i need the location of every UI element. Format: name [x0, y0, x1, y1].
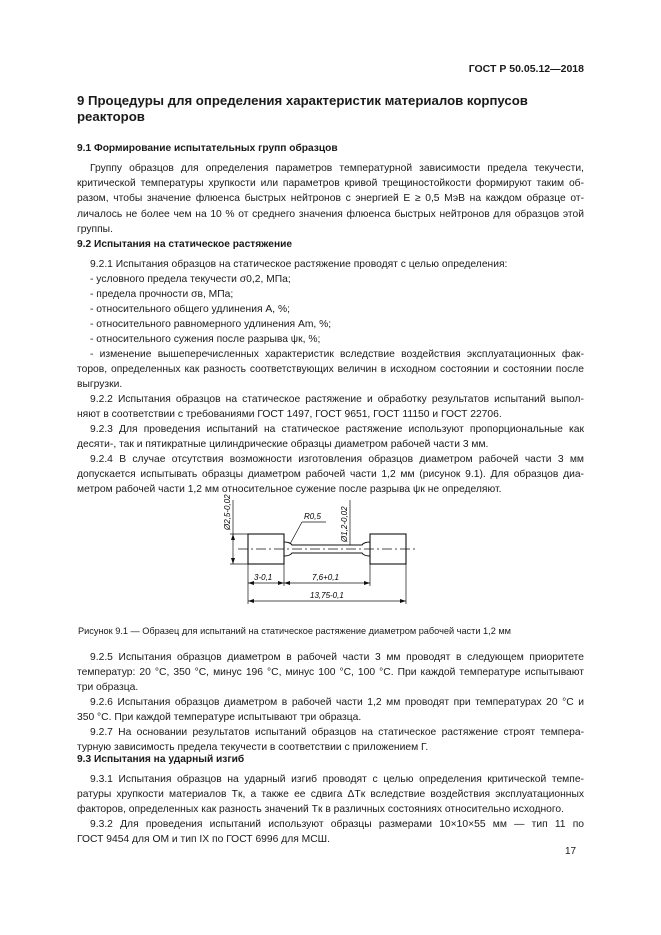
text-line: факторов, определенных как разность значений Tк в различных состояниях относительно исходного. — [77, 804, 565, 815]
text-line: 9.2.4 В случае отсутствия возможности изготовления образцов диаметром рабочей части 3 мм — [90, 454, 584, 465]
text-line: температур: 20 °С, 350 °С, минус 196 °С, минус 100 °С, 100 °С. При каждой температуре испытывают — [77, 667, 584, 678]
text-line: допускается испытывать образцы диаметром рабочей части 1,2 мм (рисунок 9.1). Для образцов диа- — [77, 469, 584, 480]
text-line: няют в соответствии с требованиями ГОСТ 1497, ГОСТ 9651, ГОСТ 11150 и ГОСТ 22706. — [77, 409, 502, 420]
text-line: турную зависимость предела текучести в соответствии с приложением Г. — [77, 742, 429, 753]
dim-diameter-working: Ø1,2-0,02 — [340, 506, 349, 542]
text-line: 9.2.7 На основании результатов испытаний образцов на статическое растяжение строят темпера- — [90, 727, 584, 738]
text-line: метром рабочей части 1,2 мм относительное сужение после разрыва ψк не определяют. — [77, 484, 502, 495]
text-line: ГОСТ 9454 для ОМ и тип IX по ГОСТ 6996 для МСШ. — [77, 834, 330, 845]
text-line: 9.2.2 Испытания образцов на статическое растяжение и обработку результатов испытаний выпол- — [90, 394, 584, 405]
text-line: 9.2.6 Испытания образцов диаметром в рабочей части 1,2 мм проводят при температурах 20 °С и — [90, 697, 584, 708]
subsection-title-9-1: 9.1 Формирование испытательных групп образцов — [77, 143, 338, 154]
dim-radius: R0,5 — [304, 512, 321, 521]
text-line: торов, определенных как разность соответствующих величин в исходном состоянии и состоянии после — [77, 364, 584, 375]
text-line: личалось не более чем на 10 % от среднего значения флюенса быстрых нейтронов для образцов этой — [77, 208, 584, 220]
text-line: десяти-, так и пятикратные цилиндрические образцы диаметром рабочей части 3 мм. — [77, 439, 489, 450]
dim-diameter-head: Ø2,5-0,02 — [223, 494, 232, 530]
figure-caption: Рисунок 9.1 — Образец для испытаний на статическое растяжение диаметром рабочей части 1,2 мм — [78, 626, 511, 636]
document-code: ГОСТ Р 50.05.12—2018 — [468, 63, 584, 75]
dim-total-length: 13,75-0,1 — [310, 591, 344, 600]
text-line: - относительного общего удлинения A, %; — [90, 304, 290, 315]
page-number: 17 — [565, 846, 577, 857]
dim-head-length: 3-0,1 — [254, 573, 273, 582]
text-line: группы. — [77, 223, 113, 235]
text-line: Группу образцов для определения параметров температурной зависимости предела текучести, — [90, 163, 584, 174]
text-line: 9.3.2 Для проведения испытаний используют образцы размерами 10×10×55 мм — тип 11 по — [90, 819, 584, 830]
text-line: 350 °С. При каждой температуре испытывают три образца. — [77, 712, 362, 723]
dim-working-length: 7,6+0,1 — [312, 573, 339, 582]
text-line: - изменение вышеперечисленных характеристик вследствие воздействия эксплуатационных фак- — [90, 349, 584, 360]
text-line: 9.2.1 Испытания образцов на статическое растяжение проводят с целью определения: — [90, 259, 508, 270]
text-line: 9.2.3 Для проведения испытаний на статическое растяжение используют пропорциональные как — [90, 424, 584, 435]
text-line: разом, чтобы значение флюенса быстрых нейтронов с энергией E ≥ 0,5 МэВ на каждом образце от- — [77, 193, 584, 205]
section-title: 9 Процедуры для определения характеристик материалов корпусов реакторов — [77, 93, 528, 124]
text-line: 9.3.1 Испытания образцов на ударный изгиб проводят с целью определения критической темпе- — [90, 774, 584, 785]
text-line: - относительного сужения после разрыва ψк, %; — [90, 334, 321, 345]
text-line: критической температуры хрупкости или параметров кривой трещиностойкости формируют таким об- — [77, 178, 584, 190]
subsection-title-9-3: 9.3 Испытания на ударный изгиб — [77, 754, 245, 765]
subsection-title-9-2: 9.2 Испытания на статическое растяжение — [77, 239, 293, 250]
text-line: - относительного равномерного удлинения Am, %; — [90, 319, 332, 330]
text-line: - условного предела текучести σ0,2, МПа; — [90, 274, 291, 285]
text-line: ратуры хрупкости материалов Tк, а также ее сдвига ΔTк вследствие воздействия эксплуатационных — [77, 789, 584, 800]
text-line: три образца. — [77, 682, 139, 693]
text-line: выгрузки. — [77, 379, 123, 390]
text-line: - предела прочности σв, МПа; — [90, 289, 234, 300]
text-line: 9.2.5 Испытания образцов диаметром в рабочей части 3 мм проводят в следующем приоритете — [90, 652, 584, 663]
specimen-drawing — [200, 490, 430, 610]
